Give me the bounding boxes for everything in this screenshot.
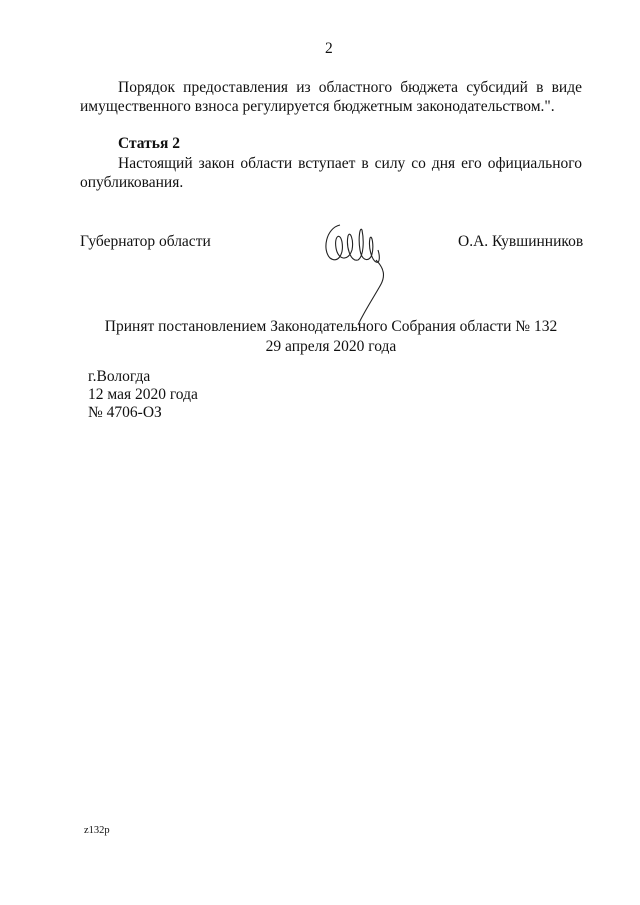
adoption-line: Принят постановлением Законодательного Собрания области № 132	[104, 318, 558, 335]
page-number: 2	[325, 40, 333, 57]
article-text: Настоящий закон области вступает в силу со дня его официального опубликования.	[80, 155, 582, 191]
paragraph-subsidies: Порядок предоставления из областного бюджета субсидий в виде имущественного взноса регулируется бюджетным законодательством.".	[80, 79, 582, 115]
footer-code: z132p	[84, 825, 110, 836]
signer-name: О.А. Кувшинников	[458, 233, 584, 250]
law-number: № 4706-ОЗ	[88, 404, 162, 421]
handwritten-signature	[318, 220, 398, 328]
signer-position: Губернатор области	[80, 233, 211, 250]
city: г.Вологда	[88, 368, 151, 385]
adoption-date: 29 апреля 2020 года	[265, 338, 397, 355]
signing-date: 12 мая 2020 года	[88, 386, 198, 403]
article-heading: Статья 2	[118, 135, 180, 152]
